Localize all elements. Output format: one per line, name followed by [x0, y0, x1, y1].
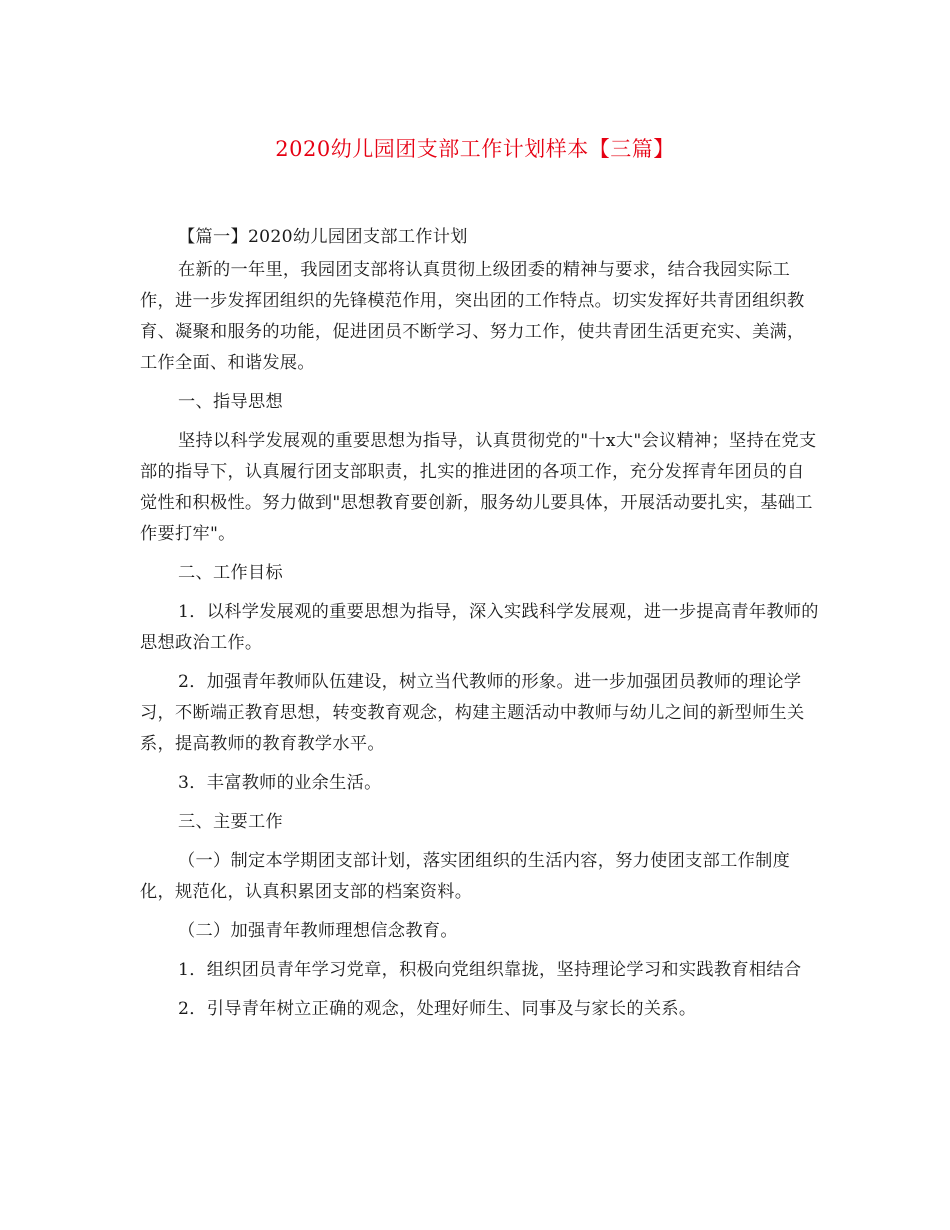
goal-item-3: 3．丰富教师的业余生活。	[178, 773, 382, 793]
intro-paragraph: 在新的一年里，我园团支部将认真贯彻上级团委的精神与要求，结合我园实际工作，进一步发挥团组织的先锋模范作用，突出团的工作特点。切实发挥好共青团组织教育、凝聚和服务的功能，促进团员不断学习、努力工作，使共青团生活更充实、美满，工作全面、和谐发展。	[140, 260, 805, 373]
heading-guiding-thought: 一、指导思想	[178, 392, 283, 412]
document-title: 2020幼儿园团支部工作计划样本【三篇】	[275, 137, 675, 161]
main-work-item-2: （二）加强青年教师理想信念教育。	[178, 921, 458, 941]
heading-main-work: 三、主要工作	[178, 812, 283, 832]
heading-work-goals: 二、工作目标	[178, 563, 283, 583]
section-heading-part-one: 【篇一】2020幼儿园团支部工作计划	[178, 227, 468, 247]
document-body	[140, 222, 820, 1033]
sub-item-2: 2．引导青年树立正确的观念，处理好师生、同事及与家长的关系。	[178, 999, 697, 1019]
goal-item-1: 1．以科学发展观的重要思想为指导，深入实践科学发展观，进一步提高青年教师的思想政治工作。	[140, 602, 819, 653]
main-work-item-1: （一）制定本学期团支部计划，落实团组织的生活内容，努力使团支部工作制度化，规范化，认真积累团支部的档案资料。	[140, 851, 791, 902]
sub-item-1: 1．组织团员青年学习党章，积极向党组织靠拢，坚持理论学习和实践教育相结合	[178, 960, 802, 980]
guiding-thought-paragraph: 坚持以科学发展观的重要思想为指导，认真贯彻党的"十x大"会议精神；坚持在党支部的指导下，认真履行团支部职责，扎实的推进团的各项工作，充分发挥青年团员的自觉性和积极性。努力做到"思想教育要创新，服务幼儿要具体，开展活动要扎实，基础工作要打牢"。	[140, 431, 817, 544]
goal-item-2: 2．加强青年教师队伍建设，树立当代教师的形象。进一步加强团员教师的理论学习，不断端正教育思想，转变教育观念，构建主题活动中教师与幼儿之间的新型师生关系，提高教师的教育教学水平。	[140, 672, 805, 754]
